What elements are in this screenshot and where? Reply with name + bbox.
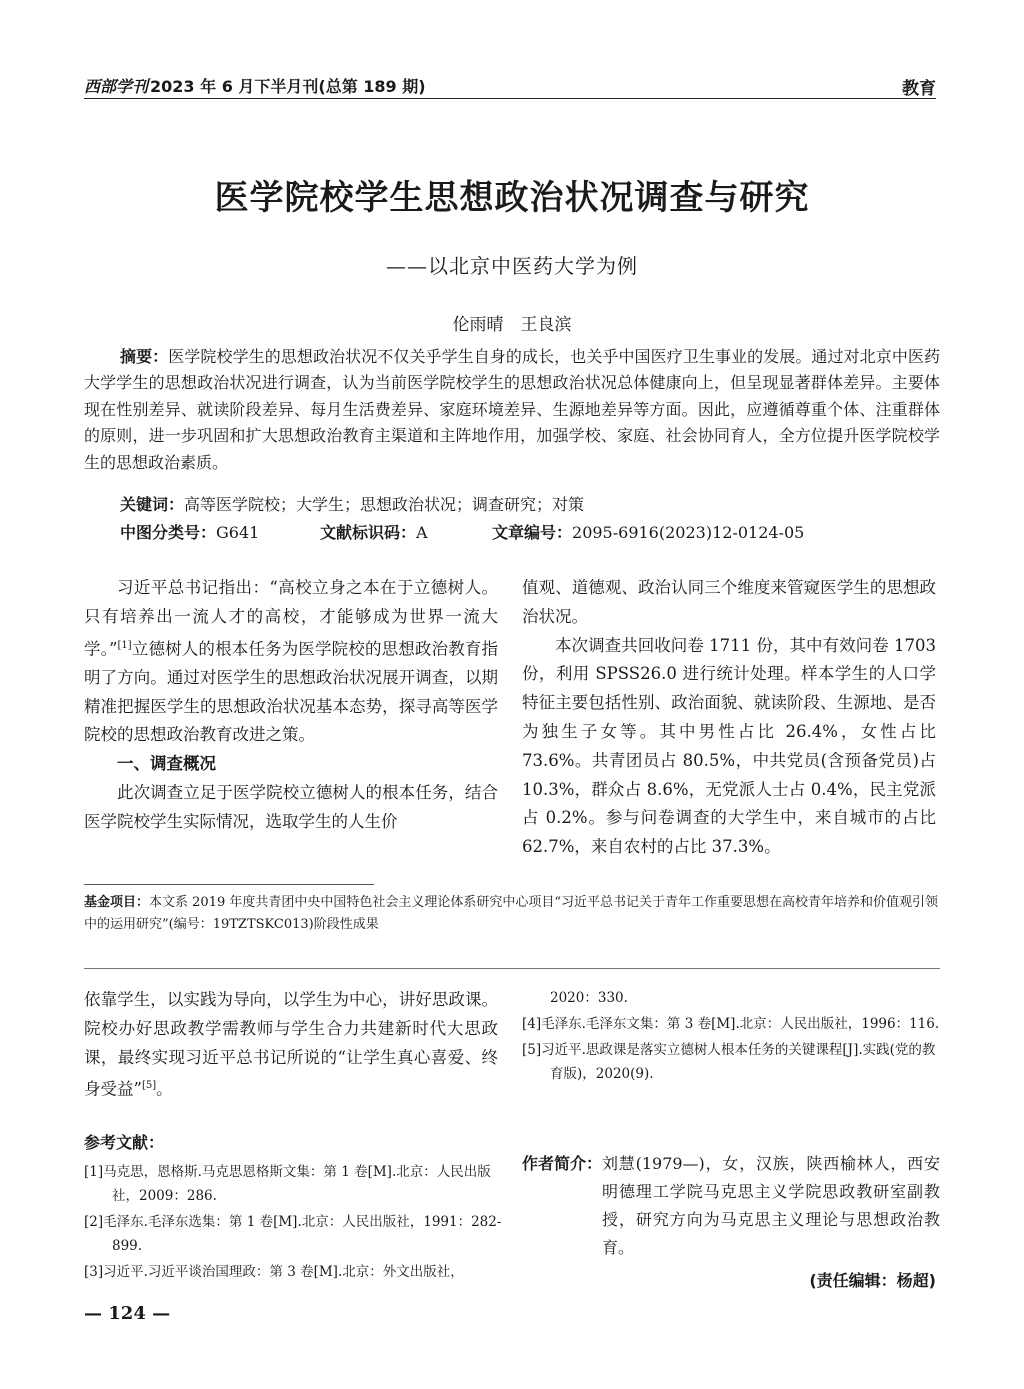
paragraph: 值观、道德观、政治认同三个维度来管窥医学生的思想政治状况。 bbox=[522, 578, 936, 626]
fund-label: 基金项目： bbox=[84, 895, 150, 910]
reference-item: [3]习近平.习近平谈治国理政：第 3 卷[M].北京：外文出版社， bbox=[84, 1264, 464, 1280]
paragraph-end: 。 bbox=[156, 1079, 173, 1099]
references-left bbox=[84, 1160, 502, 1286]
article-subtitle: ——以北京中医药大学为例 bbox=[386, 254, 638, 278]
references-title: 参考文献： bbox=[84, 1133, 165, 1152]
fund-note bbox=[84, 892, 940, 936]
citation: [5] bbox=[141, 1080, 157, 1092]
responsible-editor: (责任编辑：杨超) bbox=[809, 1271, 936, 1290]
abstract-text: 医学院校学生的思想政治状况不仅关乎学生自身的成长，也关乎中国医疗卫生事业的发展。通过对北京中医药大学学生的思想政治状况进行调查，认为当前医学院校学生的思想政治状况总体健康向上，但呈现显著群体差异。主要体现在性别差异、就读阶段差异、每月生活费差异、家庭环境差异、生源地差异等方面。因此，应遵循尊重个体、注重群体的原则，进一步巩固和扩大思想政治教育主渠道和主阵地作用，加强学校、家庭、社会协同育人，全方位提升医学院校学生的思想政治素质。 bbox=[84, 347, 940, 472]
article-number-item bbox=[492, 520, 804, 543]
journal-issue bbox=[84, 74, 426, 97]
issue-info: 2023 年 6 月下半月刊(总第 189 期) bbox=[150, 77, 426, 96]
keywords-text: 高等医学院校；大学生；思想政治状况；调查研究；对策 bbox=[184, 495, 585, 514]
keywords bbox=[120, 492, 584, 515]
body-column-right bbox=[522, 574, 936, 862]
body-column-left bbox=[84, 574, 498, 837]
paragraph-text: 习近平总书记指出：“高校立身之本在于立德树人。只有培养出一流人才的高校，才能够成为世界一流大学。” bbox=[84, 578, 498, 659]
author-bio bbox=[522, 1150, 940, 1262]
page-number: — 124 — bbox=[84, 1303, 171, 1324]
section-label: 教育 bbox=[902, 79, 936, 99]
reference-continuation: 2020：330. bbox=[550, 990, 628, 1006]
paragraph-text: 立德树人的根本任务为医学院校的思想政治教育指明了方向。通过对医学生的思想政治状况展开调查，以期精准把握医学生的思想政治状况基本态势，探寻高等医学院校的思想政治教育改进之策。 bbox=[84, 639, 499, 745]
doc-code-value: A bbox=[416, 523, 428, 542]
clc-value: G641 bbox=[216, 523, 260, 542]
paragraph bbox=[84, 574, 498, 750]
journal-logo: 西部学刊 bbox=[84, 77, 149, 96]
bio-label: 作者简介： bbox=[522, 1154, 603, 1173]
article-number-label: 文章编号： bbox=[492, 523, 573, 542]
paragraph: 此次调查立足于医学院校立德树人的根本任务，结合医学院校学生实际情况，选取学生的人生价 bbox=[84, 783, 498, 831]
keywords-label: 关键词： bbox=[120, 495, 185, 514]
clc-label: 中图分类号： bbox=[120, 523, 217, 542]
doc-code-item bbox=[320, 520, 492, 543]
paragraph-text: 依靠学生，以实践为导向，以学生为中心，讲好思政课。院校办好思政教学需教师与学生合力共建新时代大思政课，最终实现习近平总书记所说的“让学生真心喜爱、终身受益” bbox=[84, 990, 498, 1099]
classification-line bbox=[120, 520, 940, 543]
article-title: 医学院校学生思想政治状况调查与研究 bbox=[214, 178, 810, 218]
references-right bbox=[522, 986, 940, 1088]
page-break-divider bbox=[84, 968, 940, 969]
abstract bbox=[84, 344, 940, 476]
clc-item bbox=[120, 520, 320, 543]
reference-item: [1]马克思，恩格斯.马克思恩格斯文集：第 1 卷[M].北京：人民出版社，2009：286. bbox=[84, 1164, 491, 1204]
reference-item: [4]毛泽东.毛泽东文集：第 3 卷[M].北京：人民出版社，1996：116. bbox=[522, 1016, 940, 1032]
citation: [1] bbox=[117, 639, 132, 651]
fund-text: 本文系 2019 年度共青团中央中国特色社会主义理论体系研究中心项目“习近平总书记关于青年工作重要思想在高校青年培养和价值观引领中的运用研究”(编号：19TZTSKC013)阶段性成果 bbox=[84, 895, 939, 932]
article-number-value: 2095-6916(2023)12-0124-05 bbox=[572, 523, 805, 542]
reference-item: [5]习近平.思政课是落实立德树人根本任务的关键课程[J].实践(党的教育版)，2020(9). bbox=[522, 1042, 936, 1082]
running-header bbox=[84, 72, 936, 99]
abstract-label: 摘要： bbox=[120, 347, 169, 366]
bio-text: 刘慧(1979—)，女，汉族，陕西榆林人，西安明德理工学院马克思主义学院思政教研室副教授，研究方向为马克思主义理论与思想政治教育。 bbox=[602, 1154, 940, 1257]
doc-code-label: 文献标识码： bbox=[320, 523, 417, 542]
footnote-divider bbox=[84, 884, 374, 885]
paragraph: 本次调查共回收问卷 1711 份，其中有效问卷 1703 份，利用 SPSS26.0 进行统计处理。样本学生的人口学特征主要包括性别、政治面貌、就读阶段、生源地、是否为独生子女等。其中男性占比 26.4%，女性占比 73.6%。共青团员占 80.5%，中共党员(含预备党员)占 10.3%，群众占 8.6%，无党派人士占 0.4%，民主党派占 0.2%。参与问卷调查的大学生中，来自城市的占比 62.7%，来自农村的占比 37.3%。 bbox=[522, 635, 936, 857]
authors: 伦雨晴 王良滨 bbox=[452, 315, 572, 335]
paragraph bbox=[84, 986, 498, 1105]
reference-item: [2]毛泽东.毛泽东选集：第 1 卷[M].北京：人民出版社，1991：282-899. bbox=[84, 1214, 502, 1254]
continuation-column bbox=[84, 986, 498, 1105]
section-heading: 一、调查概况 bbox=[117, 754, 216, 774]
